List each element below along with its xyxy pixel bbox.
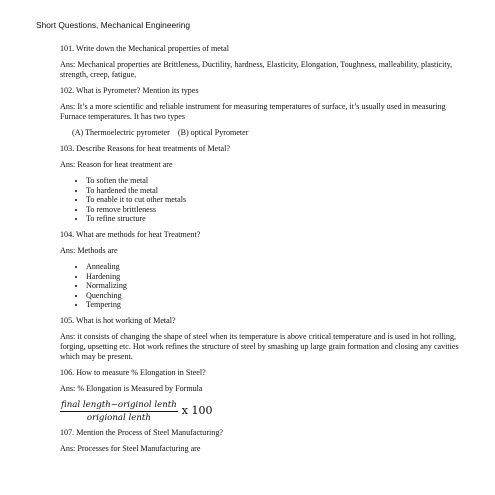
list-item: • To soften the metal [86,176,460,186]
heat-treatment-methods-list [72,262,460,310]
formula-fraction [60,400,178,423]
pyrometer-type-a: (A) Thermoelectric pyrometer [72,128,170,137]
formula-multiplier: x 100 [181,404,213,418]
answer-104: Ans: Methods are [60,245,118,255]
pyrometer-type-b: (B) optical Pyrometer [177,128,249,137]
list-item: • To refine structure [86,214,460,224]
formula-numerator: final length−originol lenth [61,399,177,410]
answer-105: Ans: it consists of changing the shape of steel when its temperature is above critical temperature and is used in hot rolling, forging, upsetting etc. Hot work refines the structure of steel by smashing up large grain formation and closing any cavities which may be present. [60,331,459,361]
page-header: Short Questions, Mechanical Engineering [36,20,191,30]
list-item: • Tempering [86,300,460,310]
list-item: • Normalizing [86,281,460,291]
elongation-formula [60,400,460,423]
list-item: • Annealing [86,262,460,272]
heat-treatment-reasons-list [72,176,460,224]
question-101: 101. Write down the Mechanical properties of metal [60,44,229,53]
pyrometer-types [72,128,460,138]
question-102: 102. What is Pyrometer? Mention its types [60,86,199,95]
list-item: • To hardened the metal [86,186,460,196]
question-103: 103. Describe Reasons for heat treatments of Metal? [60,144,230,153]
question-104: 104. What are methods for heat Treatment? [60,229,201,239]
document-body [60,44,460,460]
list-item: • To enable it to cut other metals [86,195,460,205]
list-item: • Hardening [86,272,460,282]
question-107: 107. Mention the Process of Steel Manufacturing? [60,427,223,437]
answer-103: Ans: Reason for heat treatment are [60,160,173,169]
answer-106: Ans: % Elongation is Measured by Formula [60,383,203,393]
formula-denominator: origional lenth [86,412,151,423]
list-item: • Quenching [86,291,460,301]
answer-102: Ans: It’s a more scientific and reliable instrument for measuring temperatures of surface, it’s usually used in measuring Furnace temperatures. It has two types [60,102,446,121]
list-item: • To remove brittleness [86,205,460,215]
question-106: 106. How to measure % Elongation in Steel? [60,367,206,377]
answer-101: Ans: Mechanical properties are Brittleness, Ductility, hardness, Elasticity, Elongation, Toughness, malleability, plasticity, strength, creep, fatigue, [60,60,453,79]
question-105: 105. What is hot working of Metal? [60,315,176,325]
answer-107: Ans: Processes for Steel Manufacturing are [60,443,201,453]
